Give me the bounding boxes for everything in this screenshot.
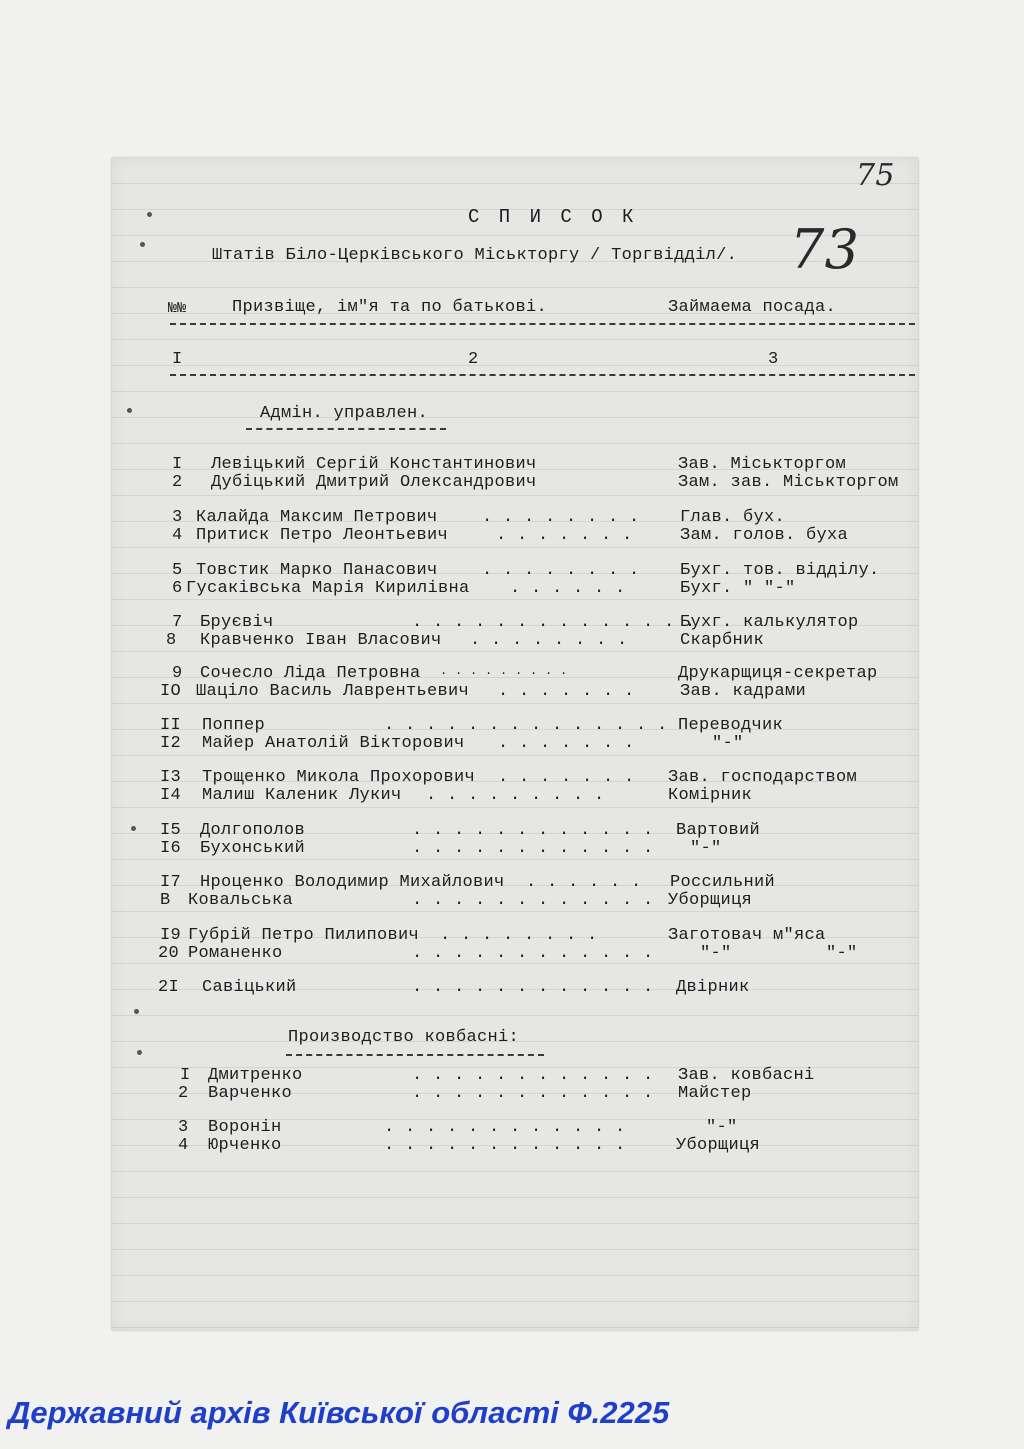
col-name-header: Призвіще, ім"я та по батькові. [232, 298, 548, 317]
row-number: 20 [158, 944, 180, 963]
row-dots: . . . . . . . . [470, 631, 628, 650]
row-name: Бруєвіч [200, 613, 274, 632]
row-name: Бухонський [200, 839, 306, 858]
col-index-1: I [172, 350, 183, 369]
header-divider [170, 374, 915, 376]
row-number: 6 [172, 579, 183, 598]
row-dots: . . . . . . . . . [426, 786, 605, 805]
section-underline [286, 1054, 544, 1056]
archive-caption: Державний архів Київської області Ф.2225 [8, 1395, 670, 1430]
row-number: 7 [172, 613, 183, 632]
row-name: Дубіцький Дмитрий Олександрович [211, 473, 537, 492]
row-number: 2 [178, 1084, 189, 1103]
row-name: Сочесло Ліда Петровна [200, 664, 421, 683]
row-name: Товстик Марко Панасович [196, 561, 438, 580]
row-dots: . . . . . . . [496, 526, 633, 545]
row-dots: . . . . . . . [498, 768, 635, 787]
row-number: 3 [172, 508, 183, 527]
row-name: Дмитренко [208, 1066, 303, 1085]
row-number: 3 [178, 1118, 189, 1137]
row-number: 2 [172, 473, 183, 492]
row-position: Бухг. " "-" [680, 579, 796, 598]
row-dots: . . . . . . . . . . . . [384, 1136, 626, 1155]
col-num-header: №№ [168, 300, 187, 317]
punch-hole [134, 1009, 139, 1014]
row-position: Майстер [678, 1084, 752, 1103]
row-name: Малиш Каленик Лукич [202, 786, 402, 805]
row-dots: . . . . . . [526, 873, 642, 892]
row-name: Калайда Максим Петрович [196, 508, 438, 527]
punch-hole [127, 408, 132, 413]
row-position: Зав. Міськторгом [678, 455, 847, 474]
row-dots: . . . . . . . . [482, 561, 640, 580]
col-index-3: 3 [768, 350, 779, 369]
row-name: Гусаківська Марія Кирилівна [186, 579, 470, 598]
header-divider [170, 323, 915, 325]
punch-hole [131, 826, 136, 831]
row-number: I7 [160, 873, 182, 892]
row-name: Кравченко Іван Власович [200, 631, 442, 650]
archive-page-number: 75 [856, 158, 895, 193]
row-dots: . . . . . . . . . . . . [412, 1084, 654, 1103]
row-number: IO [160, 682, 182, 701]
row-number: 4 [178, 1136, 189, 1155]
row-dots: . . . . . . . . . . . . [384, 1118, 626, 1137]
row-dots: . . . . . . . . . . . . . . [412, 613, 696, 632]
row-position: Глав. бух. [680, 508, 786, 527]
row-dots: . . . . . . [510, 579, 626, 598]
row-name: Савіцький [202, 978, 297, 997]
row-position: Бухг. тов. відділу. [680, 561, 880, 580]
section-title-admin: Адмін. управлен. [260, 404, 429, 423]
row-name: Трощенко Микола Прохорович [202, 768, 476, 787]
row-position: "-" [706, 1118, 738, 1137]
row-position: Двірник [676, 978, 750, 997]
row-number: I4 [160, 786, 182, 805]
row-number: 9 [172, 664, 183, 683]
row-position: Уборщиця [676, 1136, 761, 1155]
row-dots: . . . . . . . [498, 734, 635, 753]
row-name: Майер Анатолій Вікторович [202, 734, 465, 753]
row-number: I5 [160, 821, 182, 840]
document-title: С П И С О К [468, 206, 638, 228]
row-position: "-" "-" [700, 944, 858, 963]
row-number: I2 [160, 734, 182, 753]
section-underline [246, 428, 446, 430]
punch-hole [147, 212, 152, 217]
row-name: Романенко [188, 944, 283, 963]
row-dots: . . . . . . . . . [440, 664, 568, 678]
section-title-production: Производство ковбасні: [288, 1028, 520, 1047]
row-number: I9 [160, 926, 182, 945]
row-position: Заготовач м"яса [668, 926, 826, 945]
row-number: I [180, 1066, 191, 1085]
row-dots: . . . . . . . [498, 682, 635, 701]
row-number: B [160, 891, 171, 910]
row-dots: . . . . . . . . . . . . . . [384, 716, 668, 735]
row-dots: . . . . . . . . . . . . [412, 1066, 654, 1085]
row-position: Вартовий [676, 821, 761, 840]
row-position: Друкарщиця-секретар [678, 664, 878, 683]
row-number: 8 [166, 631, 177, 650]
row-number: I [172, 455, 183, 474]
row-number: I3 [160, 768, 182, 787]
row-name: Варченко [208, 1084, 293, 1103]
row-name: Левіцький Сергій Константинович [211, 455, 537, 474]
row-dots: . . . . . . . . . . . . [412, 944, 654, 963]
row-number: I6 [160, 839, 182, 858]
document-subtitle: Штатів Біло-Церківського Міськторгу / Торгвідділ/. [212, 246, 738, 265]
row-dots: . . . . . . . . . . . . [412, 891, 654, 910]
row-position: Переводчик [678, 716, 784, 735]
row-dots: . . . . . . . . [440, 926, 598, 945]
sheet-number: 73 [790, 218, 860, 281]
row-name: Шаціло Василь Лаврентьевич [196, 682, 470, 701]
row-name: Ковальська [188, 891, 294, 910]
row-position: Уборщиця [668, 891, 753, 910]
row-dots: . . . . . . . . . . . . [412, 839, 654, 858]
row-name: Нроценко Володимир Михайлович [200, 873, 505, 892]
row-name: Воронін [208, 1118, 282, 1137]
col-index-2: 2 [468, 350, 479, 369]
row-dots: . . . . . . . . . . . . [412, 821, 654, 840]
row-number: 2I [158, 978, 180, 997]
row-name: Юрченко [208, 1136, 282, 1155]
row-name: Губрій Петро Пилипович [188, 926, 420, 945]
col-position-header: Займаема посада. [668, 298, 837, 317]
row-dots: . . . . . . . . . . . . [412, 978, 654, 997]
row-position: Бухг. калькулятор [680, 613, 859, 632]
row-number: II [160, 716, 182, 735]
row-position: Зав. кадрами [680, 682, 807, 701]
row-dots: . . . . . . . . [482, 508, 640, 527]
row-number: 4 [172, 526, 183, 545]
row-number: 5 [172, 561, 183, 580]
row-position: Зам. голов. буха [680, 526, 849, 545]
row-position: "-" [712, 734, 744, 753]
row-position: Россильний [670, 873, 776, 892]
row-position: Зав. господарством [668, 768, 858, 787]
row-name: Долгополов [200, 821, 306, 840]
row-name: Поппер [202, 716, 266, 735]
row-position: Скарбник [680, 631, 765, 650]
row-position: Комірник [668, 786, 753, 805]
row-name: Притиск Петро Леонтьевич [196, 526, 449, 545]
row-position: "-" [690, 839, 722, 858]
row-position: Зав. ковбасні [678, 1066, 815, 1085]
row-position: Зам. зав. Міськторгом [678, 473, 899, 492]
punch-hole [140, 242, 145, 247]
punch-hole [137, 1050, 142, 1055]
